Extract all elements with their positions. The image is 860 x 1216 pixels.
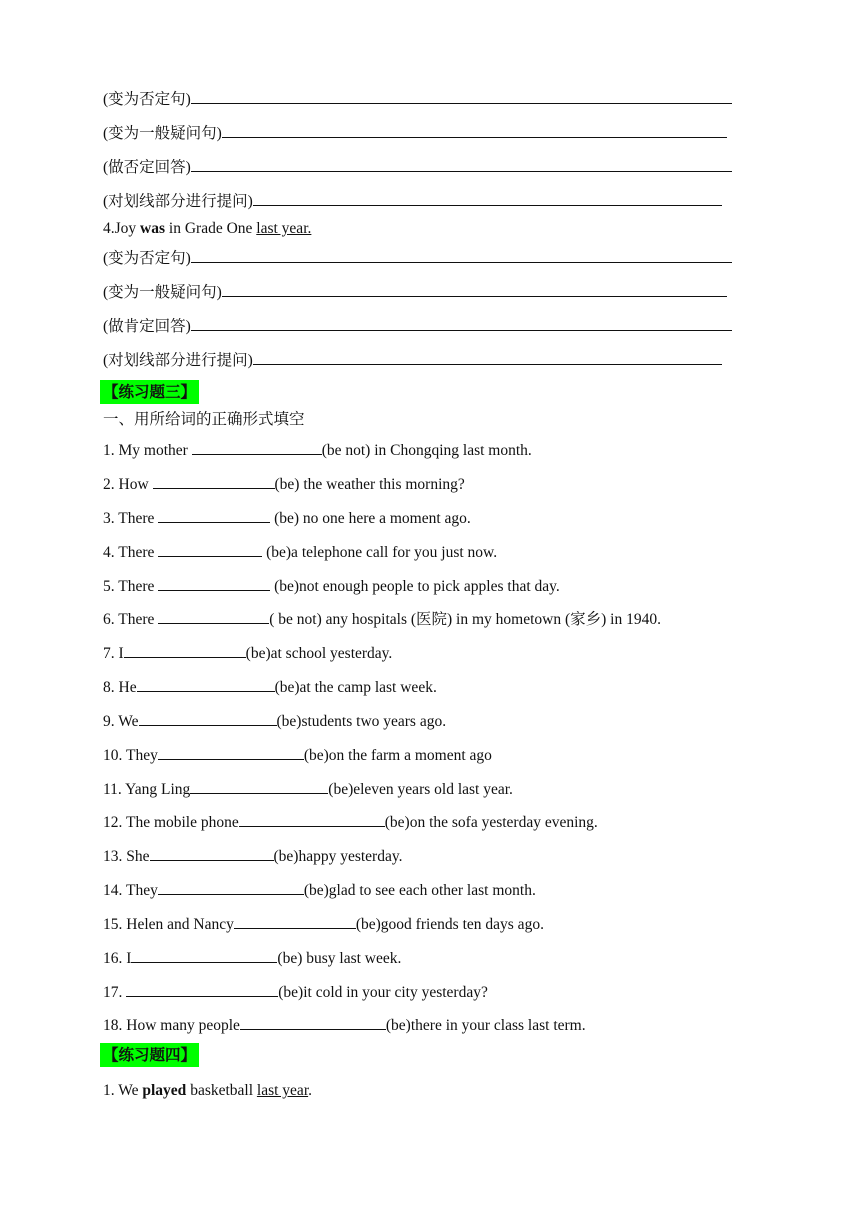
- fill-item: 12. The mobile phone (be)on the sofa yesterday evening.: [103, 811, 598, 833]
- answer-blank[interactable]: [158, 608, 269, 624]
- fill-item: 1. My mother (be not) in Chongqing last month.: [103, 439, 532, 461]
- answer-blank[interactable]: [158, 879, 304, 895]
- answer-blank[interactable]: [191, 156, 732, 172]
- answer-blank[interactable]: [126, 981, 278, 997]
- answer-blank[interactable]: [158, 541, 262, 557]
- answer-blank[interactable]: [137, 676, 275, 692]
- fill-item: 16. I (be) busy last week.: [103, 947, 401, 969]
- fill-item: 11. Yang Ling (be)eleven years old last year.: [103, 778, 513, 800]
- transform-line: (做否定回答): [103, 156, 732, 178]
- fill-item: 6. There ( be not) any hospitals (医院) in my hometown (家乡) in 1940.: [103, 608, 661, 630]
- section-tag: 【练习题三】: [100, 380, 199, 404]
- transform-line: (对划线部分进行提问): [103, 349, 722, 371]
- fill-item: 14. They (be)glad to see each other last month.: [103, 879, 536, 901]
- answer-blank[interactable]: [124, 642, 246, 658]
- answer-blank[interactable]: [222, 281, 727, 297]
- fill-item: 7. I (be)at school yesterday.: [103, 642, 392, 664]
- answer-blank[interactable]: [158, 507, 270, 523]
- answer-blank[interactable]: [234, 913, 356, 929]
- fill-item: 8. He (be)at the camp last week.: [103, 676, 437, 698]
- fill-item: 2. How (be) the weather this morning?: [103, 473, 465, 495]
- fill-item: 17. (be)it cold in your city yesterday?: [103, 981, 488, 1003]
- answer-blank[interactable]: [253, 349, 722, 365]
- transform-line: (变为否定句): [103, 247, 732, 269]
- transform-line: (变为一般疑问句): [103, 281, 727, 303]
- fill-item: 5. There (be)not enough people to pick apples that day.: [103, 575, 560, 597]
- transform-line: (变为一般疑问句): [103, 122, 727, 144]
- answer-blank[interactable]: [190, 778, 328, 794]
- answer-blank[interactable]: [253, 190, 722, 206]
- fill-item: 4. There (be)a telephone call for you just now.: [103, 541, 497, 563]
- fill-item: 15. Helen and Nancy (be)good friends ten days ago.: [103, 913, 544, 935]
- exercise-sentence: 1. We played basketball last year.: [103, 1082, 312, 1099]
- answer-blank[interactable]: [192, 439, 322, 455]
- answer-blank[interactable]: [131, 947, 277, 963]
- answer-blank[interactable]: [239, 811, 385, 827]
- fill-item: 13. She (be)happy yesterday.: [103, 845, 402, 867]
- section-instruction: 一、用所给词的正确形式填空: [103, 411, 305, 428]
- transform-line: (变为否定句): [103, 88, 732, 110]
- answer-blank[interactable]: [139, 710, 277, 726]
- answer-blank[interactable]: [158, 575, 270, 591]
- answer-blank[interactable]: [191, 247, 732, 263]
- answer-blank[interactable]: [150, 845, 274, 861]
- answer-blank[interactable]: [240, 1014, 386, 1030]
- transform-line: (对划线部分进行提问): [103, 190, 722, 212]
- answer-blank[interactable]: [153, 473, 275, 489]
- section-tag: 【练习题四】: [100, 1043, 199, 1067]
- fill-item: 18. How many people (be)there in your class last term.: [103, 1014, 586, 1036]
- answer-blank[interactable]: [191, 315, 732, 331]
- answer-blank[interactable]: [158, 744, 304, 760]
- answer-blank[interactable]: [191, 88, 732, 104]
- fill-item: 3. There (be) no one here a moment ago.: [103, 507, 471, 529]
- fill-item: 9. We (be)students two years ago.: [103, 710, 446, 732]
- answer-blank[interactable]: [222, 122, 727, 138]
- exercise-sentence: 4.Joy was in Grade One last year.: [103, 220, 312, 237]
- transform-line: (做肯定回答): [103, 315, 732, 337]
- fill-item: 10. They (be)on the farm a moment ago: [103, 744, 492, 766]
